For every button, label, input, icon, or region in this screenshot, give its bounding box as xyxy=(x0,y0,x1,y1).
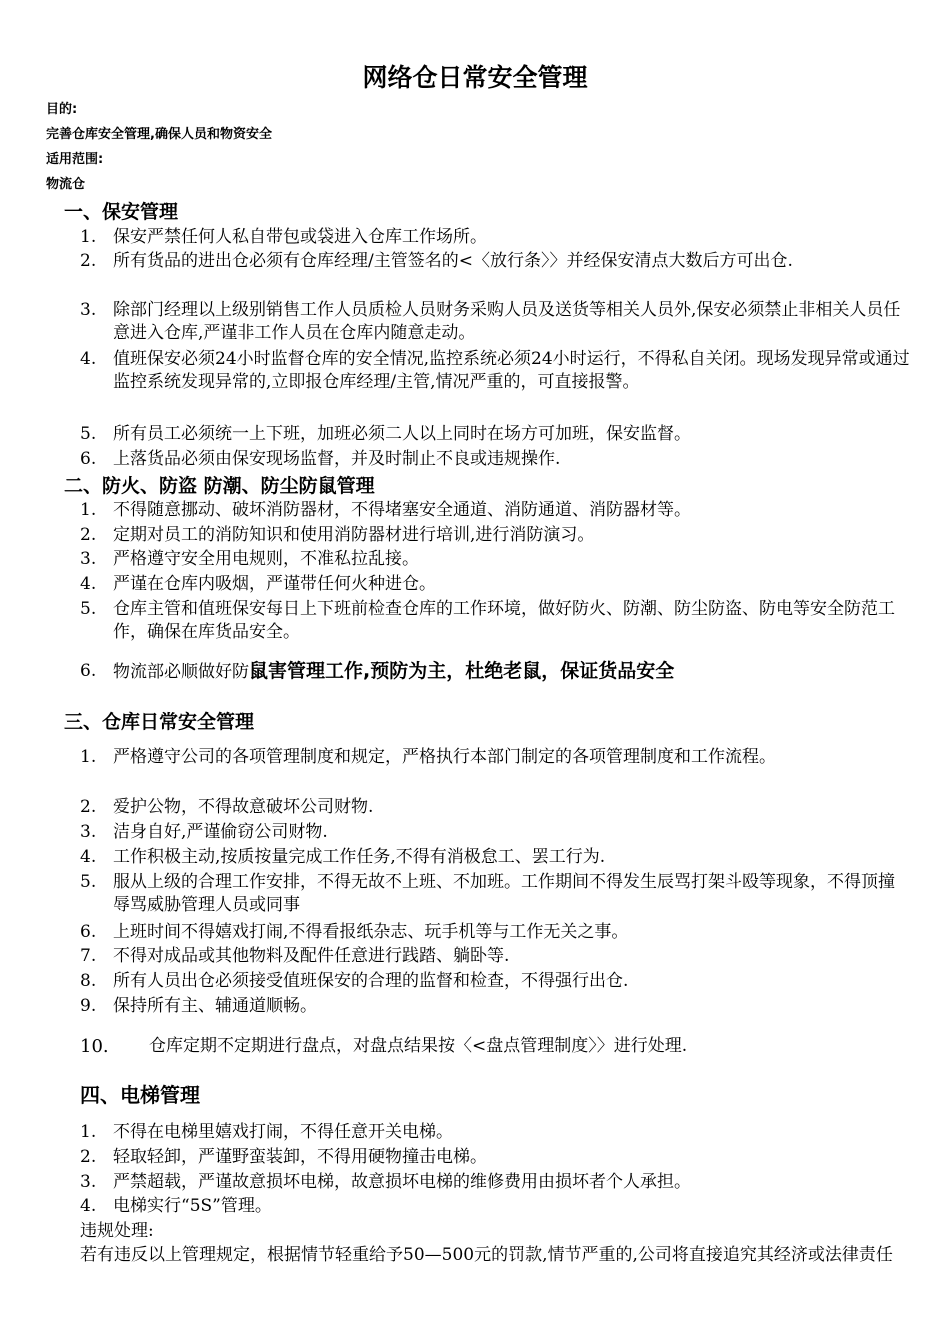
section-3-item-1 xyxy=(80,746,910,769)
item-number: 5. xyxy=(80,599,97,619)
item-text: 仓库主管和值班保安每日上下班前检查仓库的工作环境，做好防火、防潮、防尘防盗、防电等安全防范工作，确保在库货品安全。 xyxy=(113,599,895,642)
item-number: 6. xyxy=(80,922,97,942)
section-3-item-3 xyxy=(80,821,910,844)
section-1-item-1 xyxy=(80,226,910,249)
item-text: 工作积极主动,按质按量完成工作任务,不得有消极怠工、罢工行为. xyxy=(113,847,606,867)
item-text: 保安严禁任何人私自带包或袋进入仓库工作场所。 xyxy=(113,227,487,247)
section-3-item-8 xyxy=(80,970,910,993)
item-number: 4. xyxy=(80,1196,97,1216)
section-4-item-1 xyxy=(80,1121,910,1144)
section-2-item-5 xyxy=(80,598,910,644)
section-3-item-5 xyxy=(80,871,910,917)
item-text: 洁身自好,严谨偷窃公司财物. xyxy=(113,822,328,842)
section-3-item-6 xyxy=(80,921,910,944)
item-text: 物流部必顺做好防 xyxy=(113,662,249,682)
item-text: 保持所有主、辅通道顺畅。 xyxy=(113,996,317,1016)
section-2-item-4 xyxy=(80,573,910,596)
item-text: 所有人员出仓必须接受值班保安的合理的监督和检查，不得强行出仓. xyxy=(113,971,629,991)
section-1-item-2 xyxy=(80,250,910,273)
section-2-item-3 xyxy=(80,548,910,571)
section-3-item-2 xyxy=(80,796,910,819)
item-number: 6. xyxy=(80,449,97,469)
item-number: 3. xyxy=(80,549,97,569)
section-3-item-9 xyxy=(80,995,910,1018)
item-text: 除部门经理以上级别销售工作人员质检人员财务采购人员及送货等相关人员外,保安必须禁止非相关人员任意进入仓库,严谨非工作人员在仓库内随意走动。 xyxy=(113,300,901,343)
item-number: 1. xyxy=(80,747,97,767)
item-number: 1. xyxy=(80,1122,97,1142)
item-text: 上班时间不得嬉戏打闹,不得看报纸杂志、玩手机等与工作无关之事。 xyxy=(113,922,629,942)
section-3-heading: 三、仓库日常安全管理 xyxy=(64,711,255,733)
item-number: 2. xyxy=(80,525,97,545)
section-3-item-4 xyxy=(80,846,910,869)
item-text: 上落货品必须由保安现场监督，并及时制止不良或违规操作. xyxy=(113,449,561,469)
item-number: 10. xyxy=(80,1036,109,1057)
item-text: 严谨在仓库内吸烟，严谨带任何火种进仓。 xyxy=(113,574,436,594)
item-number: 4. xyxy=(80,847,97,867)
item-text: 仓库定期不定期进行盘点，对盘点结果按〈<盘点管理制度〉〉进行处理. xyxy=(149,1036,688,1056)
item-bold-text: 鼠害管理工作,预防为主，杜绝老鼠，保证货品安全 xyxy=(249,660,675,682)
item-number: 3. xyxy=(80,822,97,842)
item-text: 所有员工必须统一上下班，加班必须二人以上同时在场方可加班，保安监督。 xyxy=(113,424,691,444)
section-4-item-2 xyxy=(80,1146,910,1169)
item-text: 轻取轻卸，严谨野蛮装卸，不得用硬物撞击电梯。 xyxy=(113,1147,487,1167)
section-3-item-10 xyxy=(80,1035,910,1058)
purpose-label: 目的: xyxy=(46,102,78,117)
item-number: 8. xyxy=(80,971,97,991)
scope-text: 物流仓 xyxy=(46,177,86,192)
item-number: 4. xyxy=(80,574,97,594)
item-text: 所有货品的进出仓必须有仓库经理/主管签名的<〈放行条〉〉并经保安清点大数后方可出仓. xyxy=(113,251,793,271)
section-4-item-4 xyxy=(80,1195,910,1218)
purpose-text: 完善仓库安全管理,确保人员和物资安全 xyxy=(46,127,272,142)
item-number: 5. xyxy=(80,872,97,892)
item-text: 电梯实行“5S”管理。 xyxy=(113,1196,272,1216)
section-2-item-1 xyxy=(80,499,910,522)
item-number: 4. xyxy=(80,349,97,369)
item-text: 爱护公物，不得故意破坏公司财物. xyxy=(113,797,374,817)
section-4-heading: 四、电梯管理 xyxy=(80,1083,200,1107)
item-number: 3. xyxy=(80,1172,97,1192)
item-number: 1. xyxy=(80,227,97,247)
violation-text: 若有违反以上管理规定，根据情节轻重给予50—500元的罚款,情节严重的,公司将直接追究其经济或法律责任 xyxy=(80,1245,893,1265)
section-1-heading: 一、保安管理 xyxy=(64,201,179,223)
item-text: 不得对成品或其他物料及配件任意进行践踏、躺卧等. xyxy=(113,946,510,966)
item-number: 2. xyxy=(80,251,97,271)
item-text: 严禁超载，严谨故意损坏电梯，故意损坏电梯的维修费用由损坏者个人承担。 xyxy=(113,1172,691,1192)
item-text: 服从上级的合理工作安排，不得无故不上班、不加班。工作期间不得发生辰骂打架斗殴等现象，不得顶撞辱骂威胁管理人员或同事 xyxy=(113,872,895,915)
item-number: 7. xyxy=(80,946,97,966)
item-number: 2. xyxy=(80,797,97,817)
item-text: 严格遵守公司的各项管理制度和规定，严格执行本部门制定的各项管理制度和工作流程。 xyxy=(113,747,776,767)
item-number: 2. xyxy=(80,1147,97,1167)
item-text: 值班保安必须24小时监督仓库的安全情况,监控系统必须24小时运行，不得私自关闭。现场发现异常或通过监控系统发现异常的,立即报仓库经理/主管,情况严重的，可直接报警。 xyxy=(113,349,910,392)
item-text: 定期对员工的消防知识和使用消防器材进行培训,进行消防演习。 xyxy=(113,525,595,545)
section-3-item-7 xyxy=(80,945,910,968)
item-text: 不得随意挪动、破坏消防器材，不得堵塞安全通道、消防通道、消防器材等。 xyxy=(113,500,691,520)
violation-label: 违规处理: xyxy=(80,1221,154,1241)
section-1-item-5 xyxy=(80,423,910,446)
section-2-item-2 xyxy=(80,524,910,547)
section-1-item-6 xyxy=(80,448,910,471)
item-number: 9. xyxy=(80,996,97,1016)
item-number: 5. xyxy=(80,424,97,444)
document-title: 网络仓日常安全管理 xyxy=(362,63,588,92)
section-2-heading: 二、防火、防盗 防潮、防尘防鼠管理 xyxy=(64,475,375,497)
section-1-item-3 xyxy=(80,299,910,345)
item-number: 3. xyxy=(80,300,97,320)
scope-label: 适用范围: xyxy=(46,152,104,167)
item-text: 严格遵守安全用电规则，不准私拉乱接。 xyxy=(113,549,419,569)
item-number: 1. xyxy=(80,500,97,520)
item-text: 不得在电梯里嬉戏打闹，不得任意开关电梯。 xyxy=(113,1122,453,1142)
section-4-item-3 xyxy=(80,1171,910,1194)
section-2-item-6 xyxy=(80,660,910,684)
item-number: 6. xyxy=(80,661,97,681)
section-1-item-4 xyxy=(80,348,910,394)
